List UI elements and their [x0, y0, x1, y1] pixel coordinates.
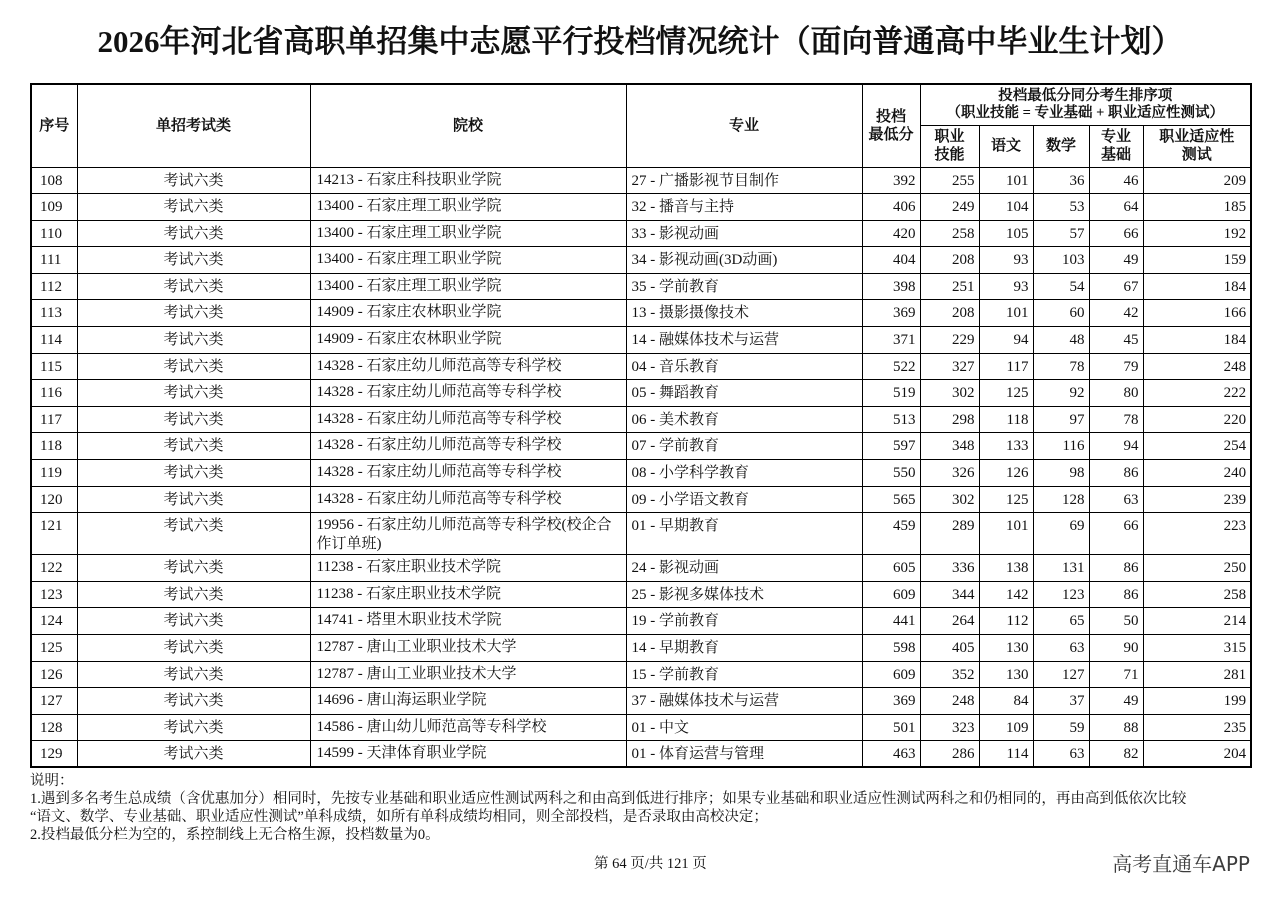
table-row: [31, 300, 1251, 327]
exam-type-cell: 考试六类: [77, 608, 310, 635]
major-cell: 33 - 影视动画: [626, 220, 862, 247]
basics-score-cell: 49: [1089, 247, 1143, 274]
header-skill-line2: 技能: [934, 147, 965, 163]
basics-score-cell: 46: [1089, 167, 1143, 194]
header-chinese: 语文: [979, 125, 1033, 167]
seq-cell: 127: [31, 688, 77, 715]
chinese-score-cell: 114: [979, 741, 1033, 768]
brand-watermark: 高考直通车APP: [1112, 852, 1250, 876]
major-cell: 07 - 学前教育: [626, 433, 862, 460]
exam-type-cell: 考试六类: [77, 741, 310, 768]
major-cell: 01 - 早期教育: [626, 513, 862, 555]
exam-type-cell: 考试六类: [77, 513, 310, 555]
seq-cell: 114: [31, 327, 77, 354]
math-score-cell: 131: [1033, 555, 1089, 582]
table-row: [31, 433, 1251, 460]
min-score-cell: 501: [862, 714, 920, 741]
aptitude-score-cell: 184: [1143, 327, 1251, 354]
chinese-score-cell: 118: [979, 406, 1033, 433]
aptitude-score-cell: 159: [1143, 247, 1251, 274]
seq-cell: 109: [31, 194, 77, 221]
skill-score-cell: 326: [920, 460, 979, 487]
min-score-cell: 550: [862, 460, 920, 487]
chinese-score-cell: 133: [979, 433, 1033, 460]
seq-cell: 111: [31, 247, 77, 274]
math-score-cell: 69: [1033, 513, 1089, 555]
aptitude-score-cell: 254: [1143, 433, 1251, 460]
min-score-cell: 565: [862, 486, 920, 513]
min-score-cell: 371: [862, 327, 920, 354]
header-major: 专业: [626, 84, 862, 167]
math-score-cell: 36: [1033, 167, 1089, 194]
major-cell: 14 - 早期教育: [626, 635, 862, 662]
table-row: [31, 220, 1251, 247]
min-score-cell: 463: [862, 741, 920, 768]
major-cell: 19 - 学前教育: [626, 608, 862, 635]
aptitude-score-cell: 250: [1143, 555, 1251, 582]
basics-score-cell: 80: [1089, 380, 1143, 407]
table-row: [31, 167, 1251, 194]
basics-score-cell: 86: [1089, 460, 1143, 487]
min-score-cell: 609: [862, 661, 920, 688]
header-skill-line1: 职业: [934, 129, 965, 145]
aptitude-score-cell: 315: [1143, 635, 1251, 662]
skill-score-cell: 248: [920, 688, 979, 715]
math-score-cell: 98: [1033, 460, 1089, 487]
table-row: [31, 247, 1251, 274]
chinese-score-cell: 130: [979, 661, 1033, 688]
header-basics-line1: 专业: [1100, 129, 1131, 145]
chinese-score-cell: 104: [979, 194, 1033, 221]
chinese-score-cell: 125: [979, 486, 1033, 513]
basics-score-cell: 66: [1089, 220, 1143, 247]
header-basics-line2: 基础: [1100, 147, 1131, 163]
table-row: [31, 555, 1251, 582]
chinese-score-cell: 117: [979, 353, 1033, 380]
math-score-cell: 128: [1033, 486, 1089, 513]
chinese-score-cell: 101: [979, 300, 1033, 327]
skill-score-cell: 352: [920, 661, 979, 688]
math-score-cell: 127: [1033, 661, 1089, 688]
exam-type-cell: 考试六类: [77, 460, 310, 487]
school-cell: 14586 - 唐山幼儿师范高等专科学校: [310, 714, 626, 741]
header-tiebreak-group: [920, 84, 1251, 125]
seq-cell: 128: [31, 714, 77, 741]
tiebreak-group-subtitle: （职业技能 = 专业基础 + 职业适应性测试）: [946, 104, 1225, 121]
seq-cell: 126: [31, 661, 77, 688]
major-cell: 24 - 影视动画: [626, 555, 862, 582]
school-cell: 12787 - 唐山工业职业技术大学: [310, 661, 626, 688]
note-line: “语文、数学、专业基础、职业适应性测试”单科成绩，如所有单科成绩均相同，则全部投档，是否录取由高校决定；: [30, 809, 768, 825]
basics-score-cell: 90: [1089, 635, 1143, 662]
math-score-cell: 37: [1033, 688, 1089, 715]
skill-score-cell: 229: [920, 327, 979, 354]
school-cell: 14328 - 石家庄幼儿师范高等专科学校: [310, 353, 626, 380]
skill-score-cell: 249: [920, 194, 979, 221]
table-row: [31, 714, 1251, 741]
table-row: [31, 406, 1251, 433]
major-cell: 09 - 小学语文教育: [626, 486, 862, 513]
table-row: [31, 581, 1251, 608]
school-cell: 19956 - 石家庄幼儿师范高等专科学校(校企合作订单班): [310, 513, 626, 555]
math-score-cell: 53: [1033, 194, 1089, 221]
exam-type-cell: 考试六类: [77, 688, 310, 715]
table-row: [31, 380, 1251, 407]
skill-score-cell: 348: [920, 433, 979, 460]
major-cell: 04 - 音乐教育: [626, 353, 862, 380]
school-cell: 13400 - 石家庄理工职业学院: [310, 194, 626, 221]
major-cell: 25 - 影视多媒体技术: [626, 581, 862, 608]
min-score-cell: 398: [862, 273, 920, 300]
school-cell: 13400 - 石家庄理工职业学院: [310, 273, 626, 300]
math-score-cell: 123: [1033, 581, 1089, 608]
aptitude-score-cell: 239: [1143, 486, 1251, 513]
math-score-cell: 92: [1033, 380, 1089, 407]
seq-cell: 110: [31, 220, 77, 247]
exam-type-cell: 考试六类: [77, 635, 310, 662]
major-cell: 34 - 影视动画(3D动画): [626, 247, 862, 274]
page-number: 第 64 页/共 121 页: [594, 856, 707, 872]
skill-score-cell: 336: [920, 555, 979, 582]
min-score-cell: 406: [862, 194, 920, 221]
exam-type-cell: 考试六类: [77, 714, 310, 741]
page-title: 2026年河北省高职单招集中志愿平行投档情况统计（面向普通高中毕业生计划）: [97, 24, 1183, 59]
chinese-score-cell: 94: [979, 327, 1033, 354]
basics-score-cell: 49: [1089, 688, 1143, 715]
basics-score-cell: 50: [1089, 608, 1143, 635]
school-cell: 12787 - 唐山工业职业技术大学: [310, 635, 626, 662]
skill-score-cell: 327: [920, 353, 979, 380]
math-score-cell: 54: [1033, 273, 1089, 300]
exam-type-cell: 考试六类: [77, 327, 310, 354]
chinese-score-cell: 105: [979, 220, 1033, 247]
basics-score-cell: 94: [1089, 433, 1143, 460]
chinese-score-cell: 93: [979, 247, 1033, 274]
major-cell: 32 - 播音与主持: [626, 194, 862, 221]
major-cell: 37 - 融媒体技术与运营: [626, 688, 862, 715]
min-score-cell: 605: [862, 555, 920, 582]
header-school: 院校: [310, 84, 626, 167]
math-score-cell: 65: [1033, 608, 1089, 635]
seq-cell: 115: [31, 353, 77, 380]
school-cell: 14909 - 石家庄农林职业学院: [310, 327, 626, 354]
math-score-cell: 48: [1033, 327, 1089, 354]
chinese-score-cell: 93: [979, 273, 1033, 300]
basics-score-cell: 42: [1089, 300, 1143, 327]
tiebreak-group-title: 投档最低分同分考生排序项: [998, 87, 1173, 104]
table-row: [31, 486, 1251, 513]
chinese-score-cell: 142: [979, 581, 1033, 608]
basics-score-cell: 64: [1089, 194, 1143, 221]
seq-cell: 120: [31, 486, 77, 513]
major-cell: 01 - 体育运营与管理: [626, 741, 862, 768]
table-row: [31, 513, 1251, 555]
school-cell: 14328 - 石家庄幼儿师范高等专科学校: [310, 380, 626, 407]
exam-type-cell: 考试六类: [77, 194, 310, 221]
major-cell: 08 - 小学科学教育: [626, 460, 862, 487]
major-cell: 27 - 广播影视节目制作: [626, 167, 862, 194]
aptitude-score-cell: 240: [1143, 460, 1251, 487]
major-cell: 06 - 美术教育: [626, 406, 862, 433]
header-min-score: [862, 84, 920, 167]
basics-score-cell: 45: [1089, 327, 1143, 354]
admission-table: [30, 83, 1252, 768]
min-score-cell: 369: [862, 688, 920, 715]
seq-cell: 118: [31, 433, 77, 460]
exam-type-cell: 考试六类: [77, 581, 310, 608]
exam-type-cell: 考试六类: [77, 300, 310, 327]
header-math: 数学: [1033, 125, 1089, 167]
math-score-cell: 63: [1033, 741, 1089, 768]
skill-score-cell: 298: [920, 406, 979, 433]
min-score-cell: 522: [862, 353, 920, 380]
header-exam-type: 单招考试类: [77, 84, 310, 167]
school-cell: 14599 - 天津体育职业学院: [310, 741, 626, 768]
aptitude-score-cell: 214: [1143, 608, 1251, 635]
skill-score-cell: 302: [920, 486, 979, 513]
school-cell: 13400 - 石家庄理工职业学院: [310, 247, 626, 274]
header-aptitude-line2: 测试: [1181, 147, 1212, 163]
aptitude-score-cell: 184: [1143, 273, 1251, 300]
seq-cell: 116: [31, 380, 77, 407]
major-cell: 14 - 融媒体技术与运营: [626, 327, 862, 354]
header-row: [31, 84, 1251, 125]
chinese-score-cell: 138: [979, 555, 1033, 582]
header-min-score-line1: 投档: [875, 108, 906, 125]
skill-score-cell: 302: [920, 380, 979, 407]
basics-score-cell: 67: [1089, 273, 1143, 300]
seq-cell: 124: [31, 608, 77, 635]
header-basics: [1089, 125, 1143, 167]
aptitude-score-cell: 166: [1143, 300, 1251, 327]
skill-score-cell: 286: [920, 741, 979, 768]
min-score-cell: 441: [862, 608, 920, 635]
math-score-cell: 78: [1033, 353, 1089, 380]
seq-cell: 117: [31, 406, 77, 433]
school-cell: 11238 - 石家庄职业技术学院: [310, 581, 626, 608]
skill-score-cell: 344: [920, 581, 979, 608]
chinese-score-cell: 130: [979, 635, 1033, 662]
chinese-score-cell: 126: [979, 460, 1033, 487]
table-row: [31, 194, 1251, 221]
school-cell: 14741 - 塔里木职业技术学院: [310, 608, 626, 635]
min-score-cell: 609: [862, 581, 920, 608]
seq-cell: 123: [31, 581, 77, 608]
min-score-cell: 369: [862, 300, 920, 327]
basics-score-cell: 66: [1089, 513, 1143, 555]
min-score-cell: 420: [862, 220, 920, 247]
school-cell: 14328 - 石家庄幼儿师范高等专科学校: [310, 460, 626, 487]
basics-score-cell: 63: [1089, 486, 1143, 513]
math-score-cell: 116: [1033, 433, 1089, 460]
major-cell: 05 - 舞蹈教育: [626, 380, 862, 407]
skill-score-cell: 208: [920, 300, 979, 327]
aptitude-score-cell: 281: [1143, 661, 1251, 688]
seq-cell: 113: [31, 300, 77, 327]
basics-score-cell: 71: [1089, 661, 1143, 688]
major-cell: 15 - 学前教育: [626, 661, 862, 688]
aptitude-score-cell: 258: [1143, 581, 1251, 608]
skill-score-cell: 323: [920, 714, 979, 741]
school-cell: 13400 - 石家庄理工职业学院: [310, 220, 626, 247]
min-score-cell: 513: [862, 406, 920, 433]
exam-type-cell: 考试六类: [77, 273, 310, 300]
exam-type-cell: 考试六类: [77, 167, 310, 194]
seq-cell: 129: [31, 741, 77, 768]
math-score-cell: 59: [1033, 714, 1089, 741]
major-cell: 35 - 学前教育: [626, 273, 862, 300]
major-cell: 13 - 摄影摄像技术: [626, 300, 862, 327]
seq-cell: 125: [31, 635, 77, 662]
header-aptitude-line1: 职业适应性: [1159, 129, 1235, 145]
basics-score-cell: 79: [1089, 353, 1143, 380]
table-row: [31, 460, 1251, 487]
skill-score-cell: 405: [920, 635, 979, 662]
math-score-cell: 103: [1033, 247, 1089, 274]
aptitude-score-cell: 185: [1143, 194, 1251, 221]
exam-type-cell: 考试六类: [77, 661, 310, 688]
basics-score-cell: 88: [1089, 714, 1143, 741]
seq-cell: 122: [31, 555, 77, 582]
exam-type-cell: 考试六类: [77, 433, 310, 460]
min-score-cell: 392: [862, 167, 920, 194]
note-line: 1.遇到多名考生总成绩（含优惠加分）相同时，先按专业基础和职业适应性测试两科之和由高到低进行排序；如果专业基础和职业适应性测试两科之和仍相同的，再由高到低依次比较: [30, 791, 1187, 807]
basics-score-cell: 86: [1089, 581, 1143, 608]
aptitude-score-cell: 222: [1143, 380, 1251, 407]
aptitude-score-cell: 192: [1143, 220, 1251, 247]
basics-score-cell: 82: [1089, 741, 1143, 768]
aptitude-score-cell: 248: [1143, 353, 1251, 380]
table-row: [31, 327, 1251, 354]
aptitude-score-cell: 235: [1143, 714, 1251, 741]
min-score-cell: 598: [862, 635, 920, 662]
aptitude-score-cell: 204: [1143, 741, 1251, 768]
table-row: [31, 273, 1251, 300]
table-row: [31, 353, 1251, 380]
math-score-cell: 57: [1033, 220, 1089, 247]
table-row: [31, 661, 1251, 688]
skill-score-cell: 289: [920, 513, 979, 555]
min-score-cell: 519: [862, 380, 920, 407]
skill-score-cell: 208: [920, 247, 979, 274]
school-cell: 14909 - 石家庄农林职业学院: [310, 300, 626, 327]
chinese-score-cell: 125: [979, 380, 1033, 407]
math-score-cell: 97: [1033, 406, 1089, 433]
aptitude-score-cell: 223: [1143, 513, 1251, 555]
seq-cell: 112: [31, 273, 77, 300]
header-skill: [920, 125, 979, 167]
table-row: [31, 608, 1251, 635]
header-min-score-line2: 最低分: [868, 126, 914, 143]
major-cell: 01 - 中文: [626, 714, 862, 741]
note-line: 2.投档最低分栏为空的，系控制线上无合格生源，投档数量为0。: [30, 827, 440, 843]
seq-cell: 108: [31, 167, 77, 194]
table-row: [31, 688, 1251, 715]
seq-cell: 121: [31, 513, 77, 555]
exam-type-cell: 考试六类: [77, 380, 310, 407]
school-cell: 14328 - 石家庄幼儿师范高等专科学校: [310, 486, 626, 513]
exam-type-cell: 考试六类: [77, 353, 310, 380]
header-aptitude: [1143, 125, 1251, 167]
skill-score-cell: 264: [920, 608, 979, 635]
exam-type-cell: 考试六类: [77, 220, 310, 247]
skill-score-cell: 258: [920, 220, 979, 247]
math-score-cell: 60: [1033, 300, 1089, 327]
basics-score-cell: 86: [1089, 555, 1143, 582]
school-cell: 14213 - 石家庄科技职业学院: [310, 167, 626, 194]
math-score-cell: 63: [1033, 635, 1089, 662]
notes: [30, 772, 1252, 844]
exam-type-cell: 考试六类: [77, 406, 310, 433]
school-cell: 14328 - 石家庄幼儿师范高等专科学校: [310, 406, 626, 433]
chinese-score-cell: 101: [979, 167, 1033, 194]
chinese-score-cell: 109: [979, 714, 1033, 741]
exam-type-cell: 考试六类: [77, 486, 310, 513]
table-row: [31, 741, 1251, 768]
min-score-cell: 459: [862, 513, 920, 555]
min-score-cell: 404: [862, 247, 920, 274]
school-cell: 14328 - 石家庄幼儿师范高等专科学校: [310, 433, 626, 460]
basics-score-cell: 78: [1089, 406, 1143, 433]
chinese-score-cell: 112: [979, 608, 1033, 635]
exam-type-cell: 考试六类: [77, 247, 310, 274]
aptitude-score-cell: 199: [1143, 688, 1251, 715]
chinese-score-cell: 84: [979, 688, 1033, 715]
skill-score-cell: 251: [920, 273, 979, 300]
school-cell: 11238 - 石家庄职业技术学院: [310, 555, 626, 582]
seq-cell: 119: [31, 460, 77, 487]
table-row: [31, 635, 1251, 662]
skill-score-cell: 255: [920, 167, 979, 194]
school-cell: 14696 - 唐山海运职业学院: [310, 688, 626, 715]
min-score-cell: 597: [862, 433, 920, 460]
header-seq: 序号: [31, 84, 77, 167]
notes-heading: 说明：: [30, 773, 74, 789]
aptitude-score-cell: 220: [1143, 406, 1251, 433]
exam-type-cell: 考试六类: [77, 555, 310, 582]
aptitude-score-cell: 209: [1143, 167, 1251, 194]
chinese-score-cell: 101: [979, 513, 1033, 555]
